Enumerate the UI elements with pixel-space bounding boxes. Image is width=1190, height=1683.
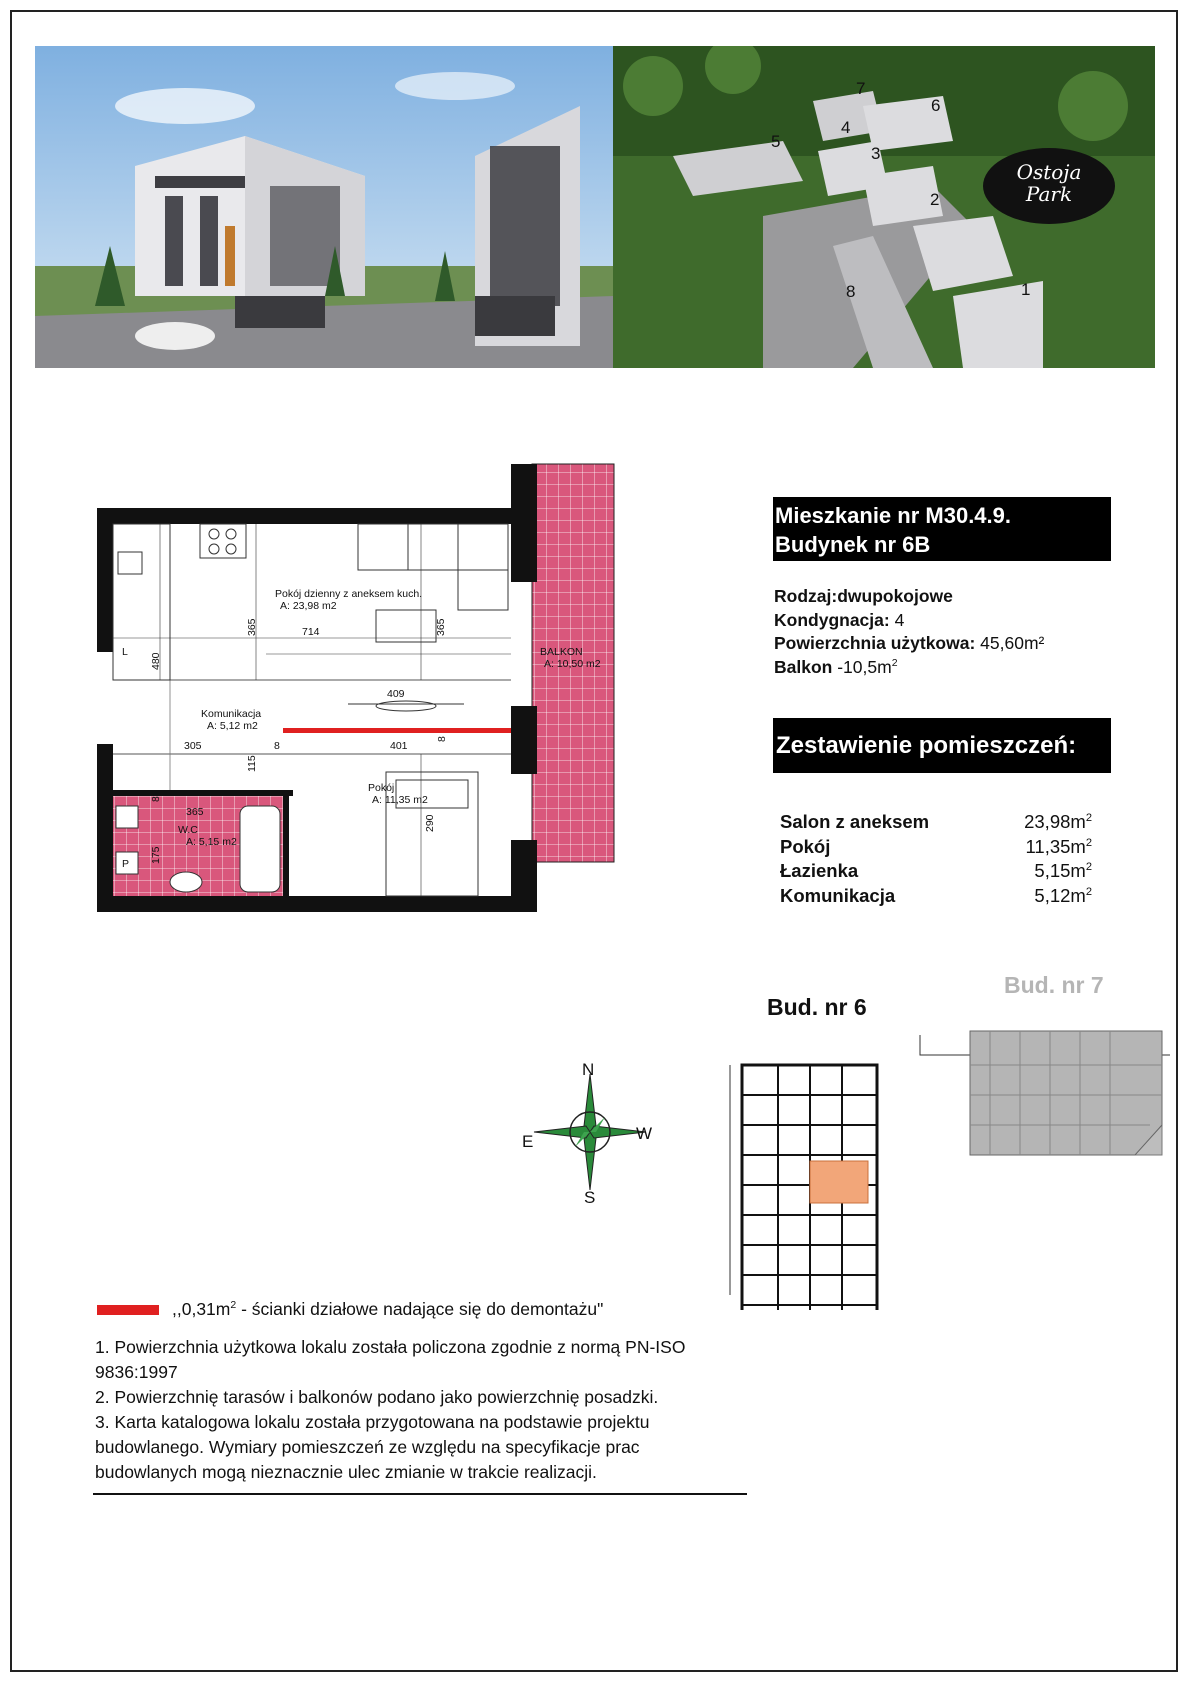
dim-290: 290 <box>424 814 436 832</box>
plan-living-name: Pokój dzienny z aneksem kuch. <box>275 588 423 600</box>
dim-8b: 8 <box>436 736 448 742</box>
dim-175: 175 <box>150 846 162 864</box>
compass-n: N <box>582 1060 595 1079</box>
room-row-lazienka <box>780 859 1092 884</box>
plan-wc-area: A: 5,15 m2 <box>186 836 237 848</box>
dim-115: 115 <box>246 755 258 772</box>
dim-480: 480 <box>150 652 162 670</box>
room-area <box>1034 859 1092 884</box>
building-number-8: 8 <box>846 282 856 301</box>
plan-wc-name: W.C <box>178 824 198 836</box>
building-number-3: 3 <box>871 144 881 163</box>
room-area-value: 23,98m <box>1024 811 1086 832</box>
compass-e: E <box>522 1132 534 1151</box>
plan-living-area: A: 23,98 m2 <box>280 600 337 612</box>
info-balcony-label: Balkon <box>774 656 833 677</box>
info-area <box>774 632 1044 656</box>
note-line-6: budowlanych mogą nieznacznie ulec zmianie w trakcie realizacji. <box>95 1462 597 1482</box>
room-row-pokoj <box>780 835 1092 860</box>
estate-aerial-photo <box>613 46 1155 368</box>
dim-365b: 365 <box>435 618 447 636</box>
building-number-1: 1 <box>1021 280 1031 299</box>
building-render-photo <box>35 46 613 368</box>
plan-hall-area: A: 5,12 m2 <box>207 720 258 732</box>
compass-w: W <box>636 1124 653 1143</box>
plan-balcony-area: A: 10,50 m2 <box>544 658 601 670</box>
room-name: Pokój <box>780 835 831 857</box>
info-balcony-value: -10,5m <box>832 656 892 677</box>
info-type-value: dwupokojowe <box>837 586 953 606</box>
rooms-summary-list <box>780 810 1092 908</box>
dim-305: 305 <box>184 740 202 752</box>
plan-hall-name: Komunikacja <box>201 708 262 720</box>
room-name: Salon z aneksem <box>780 811 930 832</box>
legend-text <box>172 1299 603 1320</box>
compass-s: S <box>584 1188 596 1207</box>
legend-text-b: - ścianki działowe nadające się do demontażu" <box>236 1299 604 1319</box>
info-floor-label: Kondygnacja: <box>774 609 890 630</box>
apartment-title <box>773 497 1111 561</box>
dim-8c: 8 <box>150 796 162 802</box>
room-area-sup: 2 <box>1085 885 1092 898</box>
apartment-number: Mieszkanie nr M30.4.9. <box>775 503 1011 528</box>
room-name: Łazienka <box>780 860 859 881</box>
room-row-salon <box>780 810 1092 835</box>
building-number-7: 7 <box>856 79 866 98</box>
room-area-value: 5,12m <box>1034 884 1086 906</box>
plan-balcony-name: BALKON <box>540 646 583 658</box>
building-number-2: 2 <box>930 190 940 209</box>
logo-text <box>999 161 1099 205</box>
info-area-value: 45,60m² <box>975 633 1045 653</box>
room-area-sup: 2 <box>1085 836 1092 849</box>
info-balcony-sup: 2 <box>891 656 898 669</box>
floor-plan <box>90 460 630 920</box>
info-floor-value: 4 <box>889 609 905 630</box>
room-area-value: 11,35m <box>1025 835 1086 857</box>
dim-8a: 8 <box>274 740 280 752</box>
dim-409: 409 <box>387 688 405 700</box>
notes <box>95 1335 750 1485</box>
building-number-4: 4 <box>841 118 851 137</box>
building-number-6: 6 <box>931 96 941 115</box>
room-name: Komunikacja <box>780 884 896 906</box>
notes-underline <box>93 1493 747 1495</box>
info-type <box>774 585 1044 609</box>
compass <box>522 1060 660 1207</box>
room-area-sup: 2 <box>1085 811 1092 824</box>
room-row-komunikacja <box>780 884 1092 909</box>
legend-text-a: ,,0,31m <box>172 1299 231 1319</box>
rooms-summary-heading: Zestawienie pomieszczeń: <box>773 718 1111 773</box>
building-6-label: Bud. nr 6 <box>767 994 867 1020</box>
note-line-4: 3. Karta katalogowa lokalu została przygotowana na podstawie projektu <box>95 1412 650 1432</box>
plan-l-label: L <box>122 646 128 658</box>
info-area-label: Powierzchnia użytkowa: <box>774 633 976 653</box>
legend-red-bar <box>97 1305 159 1315</box>
room-area <box>1024 810 1092 835</box>
dim-365a: 365 <box>246 618 258 636</box>
building-number: Budynek nr 6B <box>775 532 931 557</box>
plan-p-label: P <box>122 858 130 870</box>
note-line-1: 1. Powierzchnia użytkowa lokalu została policzona zgodnie z normą PN-ISO <box>95 1337 686 1357</box>
logo-line2: Park <box>1025 182 1073 206</box>
plan-room-area: A: 11,35 m2 <box>372 794 428 806</box>
note-line-3: 2. Powierzchnię tarasów i balkonów podano jako powierzchnię posadzki. <box>95 1387 659 1407</box>
building-7-label: Bud. nr 7 <box>1004 972 1104 998</box>
room-area-sup: 2 <box>1085 860 1092 873</box>
info-type-label: Rodzaj: <box>774 586 838 606</box>
info-floor <box>774 609 1044 633</box>
dim-401: 401 <box>390 740 408 752</box>
dim-714: 714 <box>302 626 320 638</box>
dim-365c: 365 <box>186 806 204 818</box>
note-line-2: 9836:1997 <box>95 1362 178 1382</box>
room-area-value: 5,15m <box>1034 860 1086 881</box>
room-area <box>1025 835 1092 860</box>
site-plan <box>710 1025 1170 1310</box>
building-number-5: 5 <box>771 132 781 151</box>
plan-room-name: Pokój <box>368 782 395 794</box>
note-line-5: budowlanego. Wymiary pomieszczeń ze względu na specyfikacje prac <box>95 1437 640 1457</box>
legend-sup: 2 <box>230 1299 237 1312</box>
logo-line1: Ostoja <box>1016 160 1082 184</box>
room-area <box>1034 884 1092 909</box>
info-balcony <box>774 656 1044 680</box>
apartment-info <box>774 585 1044 679</box>
